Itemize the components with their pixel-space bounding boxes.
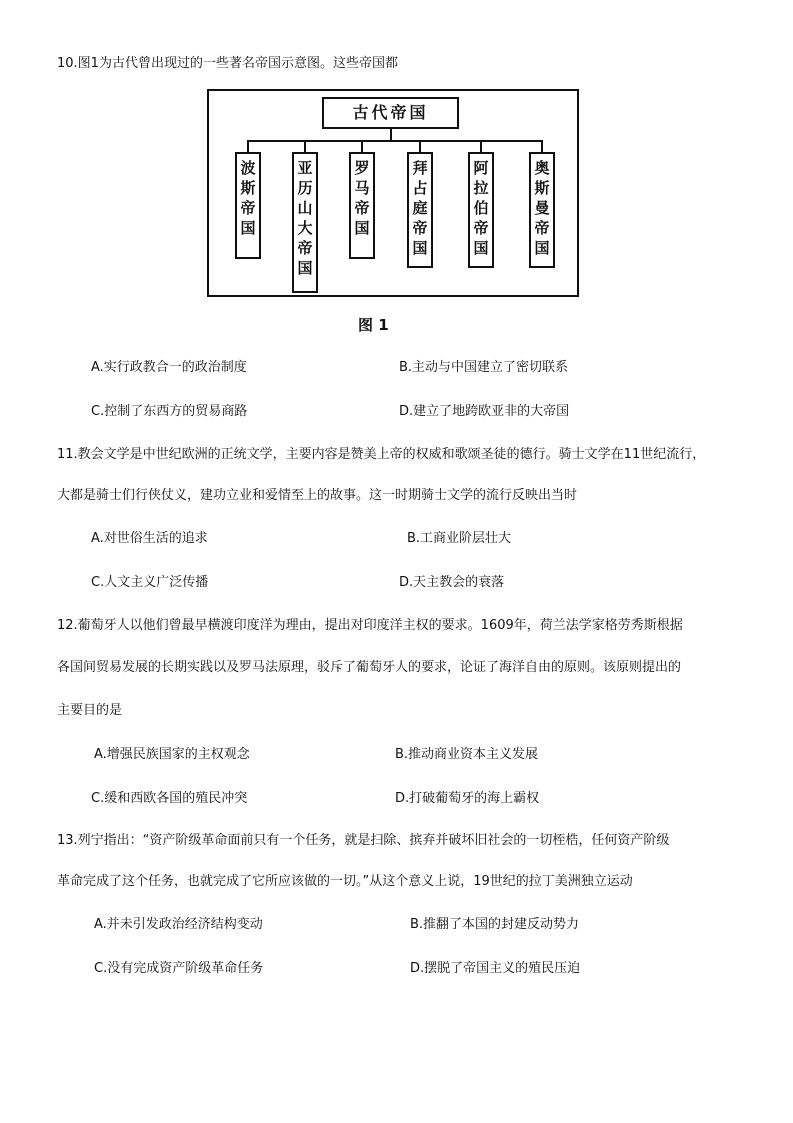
empire-persian: 波斯帝国 bbox=[235, 152, 261, 259]
figure-title: 古代帝国 bbox=[322, 97, 459, 129]
question-11-line-1: 11.教会文学是中世纪欧洲的正统文学，主要内容是赞美上帝的权威和歌颂圣徒的德行。骑士文学在11世纪流行， bbox=[57, 447, 706, 462]
q10-option-c[interactable]: C.控制了东西方的贸易商路 bbox=[91, 404, 248, 419]
q12-option-c[interactable]: C.缓和西欧各国的殖民冲突 bbox=[91, 791, 248, 806]
question-13-line-2: 革命完成了这个任务，也就完成了它所应该做的一切。”从这个意义上说，19世纪的拉丁美洲独立运动 bbox=[57, 874, 633, 889]
empire-arab: 阿拉伯帝国 bbox=[468, 152, 494, 268]
q12-option-b[interactable]: B.推动商业资本主义发展 bbox=[395, 747, 539, 762]
q13-option-a[interactable]: A.并未引发政治经济结构变动 bbox=[94, 917, 263, 932]
empire-ottoman: 奥斯曼帝国 bbox=[529, 152, 555, 268]
question-13-line-1: 13.列宁指出：“资产阶级革命面前只有一个任务，就是扫除、摈弃并破坏旧社会的一切桎梏，任何资产阶级 bbox=[57, 833, 670, 848]
question-11-line-2: 大都是骑士们行侠仗义，建功立业和爱情至上的故事。这一时期骑士文学的流行反映出当时 bbox=[57, 488, 578, 503]
q13-option-d[interactable]: D.摆脱了帝国主义的殖民压迫 bbox=[410, 961, 581, 976]
empire-alexander: 亚历山大帝国 bbox=[292, 152, 318, 293]
q13-option-b[interactable]: B.推翻了本国的封建反动势力 bbox=[410, 917, 580, 932]
q12-option-d[interactable]: D.打破葡萄牙的海上霸权 bbox=[395, 791, 540, 806]
question-12-line-3: 主要目的是 bbox=[57, 703, 123, 718]
q10-option-a[interactable]: A.实行政教合一的政治制度 bbox=[91, 360, 247, 375]
q11-option-a[interactable]: A.对世俗生活的追求 bbox=[91, 531, 208, 546]
q11-option-b[interactable]: B.工商业阶层壮大 bbox=[407, 531, 512, 546]
q10-option-b[interactable]: B.主动与中国建立了密切联系 bbox=[399, 360, 569, 375]
q11-option-c[interactable]: C.人文主义广泛传播 bbox=[91, 575, 209, 590]
question-10-stem: 10.图1为古代曾出现过的一些著名帝国示意图。这些帝国都 bbox=[57, 56, 398, 71]
figure-caption: 图 1 bbox=[358, 316, 389, 334]
empire-byzantine: 拜占庭帝国 bbox=[407, 152, 433, 268]
q11-option-d[interactable]: D.天主教会的衰落 bbox=[399, 575, 505, 590]
connector-bar bbox=[247, 140, 543, 142]
q13-option-c[interactable]: C.没有完成资产阶级革命任务 bbox=[94, 961, 264, 976]
empire-roman: 罗马帝国 bbox=[349, 152, 375, 259]
q12-option-a[interactable]: A.增强民族国家的主权观念 bbox=[94, 747, 250, 762]
q10-option-d[interactable]: D.建立了地跨欧亚非的大帝国 bbox=[399, 404, 570, 419]
question-12-line-2: 各国间贸易发展的长期实践以及罗马法原理，驳斥了葡萄牙人的要求，论证了海洋自由的原则。该原则提出的 bbox=[57, 660, 682, 675]
question-12-line-1: 12.葡萄牙人以他们曾最早横渡印度洋为理由，提出对印度洋主权的要求。1609年，荷兰法学家格劳秀斯根据 bbox=[57, 618, 683, 633]
